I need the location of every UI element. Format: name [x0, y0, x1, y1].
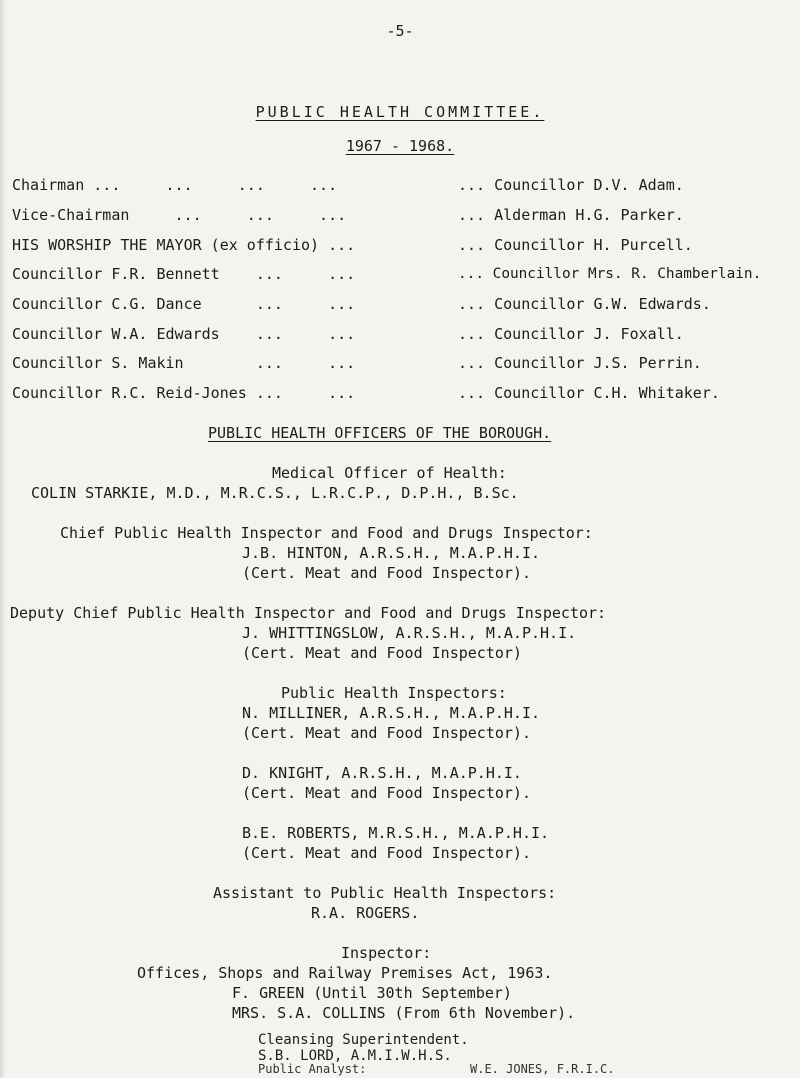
officer-name: J.B. HINTON, A.R.S.H., M.A.P.H.I. — [242, 544, 541, 562]
officer-title: Offices, Shops and Railway Premises Act, 1963. — [137, 964, 553, 982]
committee-member: ... Councillor C.H. Whitaker. — [458, 384, 720, 402]
committee-member: ... Councillor D.V. Adam. — [458, 176, 684, 194]
committee-role: Councillor C.G. Dance ... ... — [12, 295, 356, 313]
committee-member: ... Councillor G.W. Edwards. — [458, 295, 711, 313]
officer-qualification: (Cert. Meat and Food Inspector) — [242, 644, 522, 662]
officer-name: R.A. ROGERS. — [311, 904, 420, 922]
officer-name: N. MILLINER, A.R.S.H., M.A.P.H.I. — [242, 704, 541, 722]
committee-role: Councillor F.R. Bennett ... ... — [12, 265, 356, 283]
committee-role: Vice-Chairman ... ... ... — [12, 206, 347, 224]
officer-title: Medical Officer of Health: — [272, 464, 507, 482]
officer-qualification: (Cert. Meat and Food Inspector). — [242, 724, 531, 742]
officer-name: MRS. S.A. COLLINS (From 6th November). — [232, 1004, 576, 1022]
officer-qualification: (Cert. Meat and Food Inspector). — [242, 784, 531, 802]
committee-role: HIS WORSHIP THE MAYOR (ex officio) ... — [12, 236, 356, 254]
officers-heading: PUBLIC HEALTH OFFICERS OF THE BOROUGH. — [208, 424, 552, 442]
officer-name: COLIN STARKIE, M.D., M.R.C.S., L.R.C.P., D.P.H., B.Sc. — [31, 484, 519, 502]
officer-title: Inspector: — [341, 944, 432, 962]
page-edge-shadow — [0, 0, 6, 1078]
committee-role: Councillor S. Makin ... ... — [12, 354, 356, 372]
committee-member: ... Councillor Mrs. R. Chamberlain. — [458, 266, 762, 282]
officer-title: Deputy Chief Public Health Inspector and Food and Drugs Inspector: — [10, 604, 607, 622]
officer-name: S.B. LORD, A.M.I.W.H.S. — [258, 1048, 452, 1064]
officer-title: Assistant to Public Health Inspectors: — [213, 884, 557, 902]
officer-title: Chief Public Health Inspector and Food and Drugs Inspector: — [60, 524, 593, 542]
officer-name: D. KNIGHT, A.R.S.H., M.A.P.H.I. — [242, 764, 522, 782]
committee-role: Chairman ... ... ... ... — [12, 176, 338, 194]
committee-role: Councillor R.C. Reid-Jones ... ... — [12, 384, 356, 402]
document-years: 1967 - 1968. — [345, 137, 455, 155]
officer-title: Public Analyst: — [258, 1062, 367, 1076]
document-title: PUBLIC HEALTH COMMITTEE. — [255, 103, 545, 121]
page-number: -5- — [386, 22, 414, 40]
committee-member: ... Alderman H.G. Parker. — [458, 206, 684, 224]
officer-title: Cleansing Superintendent. — [258, 1032, 469, 1048]
officer-name: W.E. JONES, F.R.I.C. — [470, 1062, 615, 1076]
officer-name: F. GREEN (Until 30th September) — [232, 984, 512, 1002]
officer-title: Public Health Inspectors: — [281, 684, 507, 702]
officer-name: B.E. ROBERTS, M.R.S.H., M.A.P.H.I. — [242, 824, 550, 842]
officer-qualification: (Cert. Meat and Food Inspector). — [242, 564, 531, 582]
committee-member: ... Councillor J.S. Perrin. — [458, 354, 702, 372]
committee-member: ... Councillor H. Purcell. — [458, 236, 693, 254]
officer-qualification: (Cert. Meat and Food Inspector). — [242, 844, 531, 862]
officer-name: J. WHITTINGSLOW, A.R.S.H., M.A.P.H.I. — [242, 624, 577, 642]
committee-member: ... Councillor J. Foxall. — [458, 325, 684, 343]
committee-role: Councillor W.A. Edwards ... ... — [12, 325, 356, 343]
